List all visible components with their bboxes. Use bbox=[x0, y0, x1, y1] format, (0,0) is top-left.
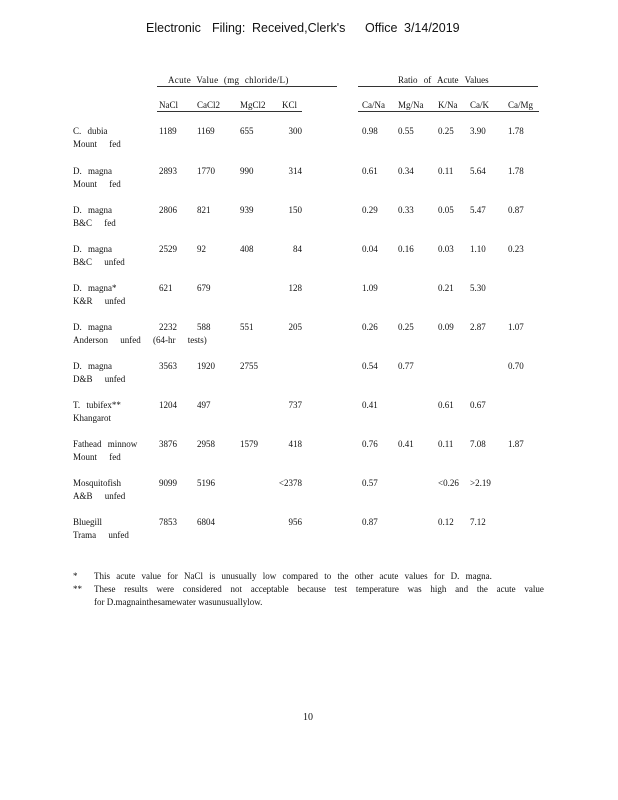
footnote-1-marker: * bbox=[73, 571, 78, 581]
cell-kcl: <2378 bbox=[278, 478, 302, 488]
header-electronic: Electronic bbox=[146, 21, 201, 35]
cell-nacl: 2232 bbox=[159, 322, 177, 332]
header-office: Office bbox=[365, 21, 398, 35]
cell-ca-k: 2.87 bbox=[470, 322, 486, 332]
column-header-k-na: K/Na bbox=[438, 100, 458, 110]
row-source: B&C unfed bbox=[73, 257, 125, 267]
column-header-rule-right bbox=[358, 111, 539, 112]
cell-ca-k: 5.47 bbox=[470, 205, 486, 215]
ratio-group-heading: Ratio of Acute Values bbox=[398, 75, 489, 85]
cell-ca-mg: 1.78 bbox=[508, 166, 524, 176]
cell-k-na: 0.21 bbox=[438, 283, 454, 293]
cell-mgcl2: 939 bbox=[240, 205, 254, 215]
cell-cacl2: 588 bbox=[197, 322, 211, 332]
cell-k-na: 0.25 bbox=[438, 126, 454, 136]
acute-group-rule bbox=[157, 86, 337, 87]
cell-mg-na: 0.55 bbox=[398, 126, 414, 136]
header-filing: Filing: bbox=[212, 21, 246, 35]
cell-cacl2: 92 bbox=[197, 244, 206, 254]
cell-ca-na: 0.57 bbox=[362, 478, 378, 488]
cell-nacl: 1189 bbox=[159, 126, 177, 136]
cell-ca-na: 0.41 bbox=[362, 400, 378, 410]
cell-ca-k: 7.08 bbox=[470, 439, 486, 449]
row-source: A&B unfed bbox=[73, 491, 126, 501]
cell-ca-mg: 1.78 bbox=[508, 126, 524, 136]
cell-nacl: 3876 bbox=[159, 439, 177, 449]
cell-k-na: 0.12 bbox=[438, 517, 454, 527]
cell-mgcl2: 1579 bbox=[240, 439, 258, 449]
acute-value-group-heading: Acute Value (mg chloride/L) bbox=[168, 75, 289, 85]
cell-kcl: 314 bbox=[288, 166, 302, 176]
cell-ca-na: 1.09 bbox=[362, 283, 378, 293]
cell-ca-k: >2.19 bbox=[470, 478, 491, 488]
column-header-mg-na: Mg/Na bbox=[398, 100, 424, 110]
row-species: D. magna bbox=[73, 361, 112, 371]
cell-nacl: 1204 bbox=[159, 400, 177, 410]
cell-nacl: 9099 bbox=[159, 478, 177, 488]
cell-cacl2: 1770 bbox=[197, 166, 215, 176]
cell-kcl: 418 bbox=[288, 439, 302, 449]
cell-ca-k: 1.10 bbox=[470, 244, 486, 254]
cell-nacl: 7853 bbox=[159, 517, 177, 527]
cell-ca-mg: 1.07 bbox=[508, 322, 524, 332]
cell-ca-na: 0.26 bbox=[362, 322, 378, 332]
column-header-mgcl2: MgCl2 bbox=[240, 100, 266, 110]
header-received: Received,Clerk's bbox=[252, 21, 346, 35]
cell-cacl2: 1169 bbox=[197, 126, 215, 136]
column-header-cacl2: CaCl2 bbox=[197, 100, 221, 110]
cell-mg-na: 0.77 bbox=[398, 361, 414, 371]
row-species: D. magna bbox=[73, 205, 112, 215]
cell-cacl2: 2958 bbox=[197, 439, 215, 449]
cell-nacl: 2806 bbox=[159, 205, 177, 215]
column-header-ca-k: Ca/K bbox=[470, 100, 489, 110]
cell-kcl: 300 bbox=[288, 126, 302, 136]
row-species: D. magna bbox=[73, 322, 112, 332]
cell-k-na: 0.11 bbox=[438, 166, 454, 176]
row-species: Fathead minnow bbox=[73, 439, 138, 449]
row-source: D&B unfed bbox=[73, 374, 126, 384]
cell-nacl: 621 bbox=[159, 283, 173, 293]
row-species: C. dubia bbox=[73, 126, 108, 136]
cell-cacl2: 6804 bbox=[197, 517, 215, 527]
cell-ca-na: 0.61 bbox=[362, 166, 378, 176]
cell-ca-k: 7.12 bbox=[470, 517, 486, 527]
cell-kcl: 84 bbox=[293, 244, 302, 254]
cell-mg-na: 0.41 bbox=[398, 439, 414, 449]
cell-ca-na: 0.76 bbox=[362, 439, 378, 449]
cell-k-na: 0.61 bbox=[438, 400, 454, 410]
cell-mgcl2: 2755 bbox=[240, 361, 258, 371]
cell-nacl: 3563 bbox=[159, 361, 177, 371]
page-number: 10 bbox=[303, 712, 313, 723]
header-date: 3/14/2019 bbox=[404, 21, 460, 35]
cell-kcl: 205 bbox=[288, 322, 302, 332]
row-species: D. magna bbox=[73, 166, 112, 176]
cell-mg-na: 0.16 bbox=[398, 244, 414, 254]
column-header-nacl: NaCl bbox=[159, 100, 178, 110]
footnote-2-text: These results were considered not acceptable because test temperature was high and the acute value bbox=[94, 584, 544, 594]
cell-nacl: 2893 bbox=[159, 166, 177, 176]
cell-cacl2: 5196 bbox=[197, 478, 215, 488]
cell-cacl2: 821 bbox=[197, 205, 211, 215]
row-source: Trama unfed bbox=[73, 530, 129, 540]
column-header-ca-na: Ca/Na bbox=[362, 100, 385, 110]
cell-kcl: 128 bbox=[288, 283, 302, 293]
row-species: T. tubifex** bbox=[73, 400, 121, 410]
row-species: D. magna bbox=[73, 244, 112, 254]
ratio-group-rule bbox=[358, 86, 538, 87]
cell-ca-mg: 0.87 bbox=[508, 205, 524, 215]
cell-k-na: 0.11 bbox=[438, 439, 454, 449]
cell-mgcl2: 655 bbox=[240, 126, 254, 136]
row-species: D. magna* bbox=[73, 283, 117, 293]
column-header-rule-left bbox=[157, 111, 302, 112]
row-source: B&C fed bbox=[73, 218, 116, 228]
footnote-2-continuation: for D.magnainthesamewater wasunusuallylow. bbox=[94, 597, 263, 607]
cell-ca-na: 0.87 bbox=[362, 517, 378, 527]
cell-k-na: 0.03 bbox=[438, 244, 454, 254]
row-source: Anderson unfed (64-hr tests) bbox=[73, 335, 207, 345]
cell-kcl: 956 bbox=[288, 517, 302, 527]
row-source: Mount fed bbox=[73, 452, 121, 462]
cell-cacl2: 1920 bbox=[197, 361, 215, 371]
cell-ca-k: 5.30 bbox=[470, 283, 486, 293]
cell-k-na: 0.09 bbox=[438, 322, 454, 332]
cell-ca-k: 0.67 bbox=[470, 400, 486, 410]
cell-cacl2: 497 bbox=[197, 400, 211, 410]
cell-ca-k: 5.64 bbox=[470, 166, 486, 176]
cell-nacl: 2529 bbox=[159, 244, 177, 254]
row-source: Mount fed bbox=[73, 139, 121, 149]
cell-kcl: 150 bbox=[288, 205, 302, 215]
cell-mg-na: 0.34 bbox=[398, 166, 414, 176]
cell-cacl2: 679 bbox=[197, 283, 211, 293]
cell-ca-mg: 1.87 bbox=[508, 439, 524, 449]
cell-mgcl2: 990 bbox=[240, 166, 254, 176]
cell-ca-k: 3.90 bbox=[470, 126, 486, 136]
column-header-ca-mg: Ca/Mg bbox=[508, 100, 534, 110]
cell-mg-na: 0.25 bbox=[398, 322, 414, 332]
footnote-2-marker: ** bbox=[73, 584, 82, 594]
row-source: Mount fed bbox=[73, 179, 121, 189]
column-header-kcl: KCl bbox=[282, 100, 298, 110]
row-source: K&R unfed bbox=[73, 296, 126, 306]
cell-ca-na: 0.04 bbox=[362, 244, 378, 254]
cell-mg-na: 0.33 bbox=[398, 205, 414, 215]
row-source: Khangarot bbox=[73, 413, 111, 423]
footnote-1-text: This acute value for NaCl is unusually low compared to the other acute values for D. magna. bbox=[94, 571, 492, 581]
cell-ca-na: 0.54 bbox=[362, 361, 378, 371]
row-species: Bluegill bbox=[73, 517, 102, 527]
cell-ca-na: 0.98 bbox=[362, 126, 378, 136]
cell-ca-na: 0.29 bbox=[362, 205, 378, 215]
cell-mgcl2: 551 bbox=[240, 322, 254, 332]
cell-ca-mg: 0.70 bbox=[508, 361, 524, 371]
cell-ca-mg: 0.23 bbox=[508, 244, 524, 254]
cell-mgcl2: 408 bbox=[240, 244, 254, 254]
cell-k-na: <0.26 bbox=[438, 478, 459, 488]
cell-kcl: 737 bbox=[288, 400, 302, 410]
cell-k-na: 0.05 bbox=[438, 205, 454, 215]
row-species: Mosquitofish bbox=[73, 478, 122, 488]
